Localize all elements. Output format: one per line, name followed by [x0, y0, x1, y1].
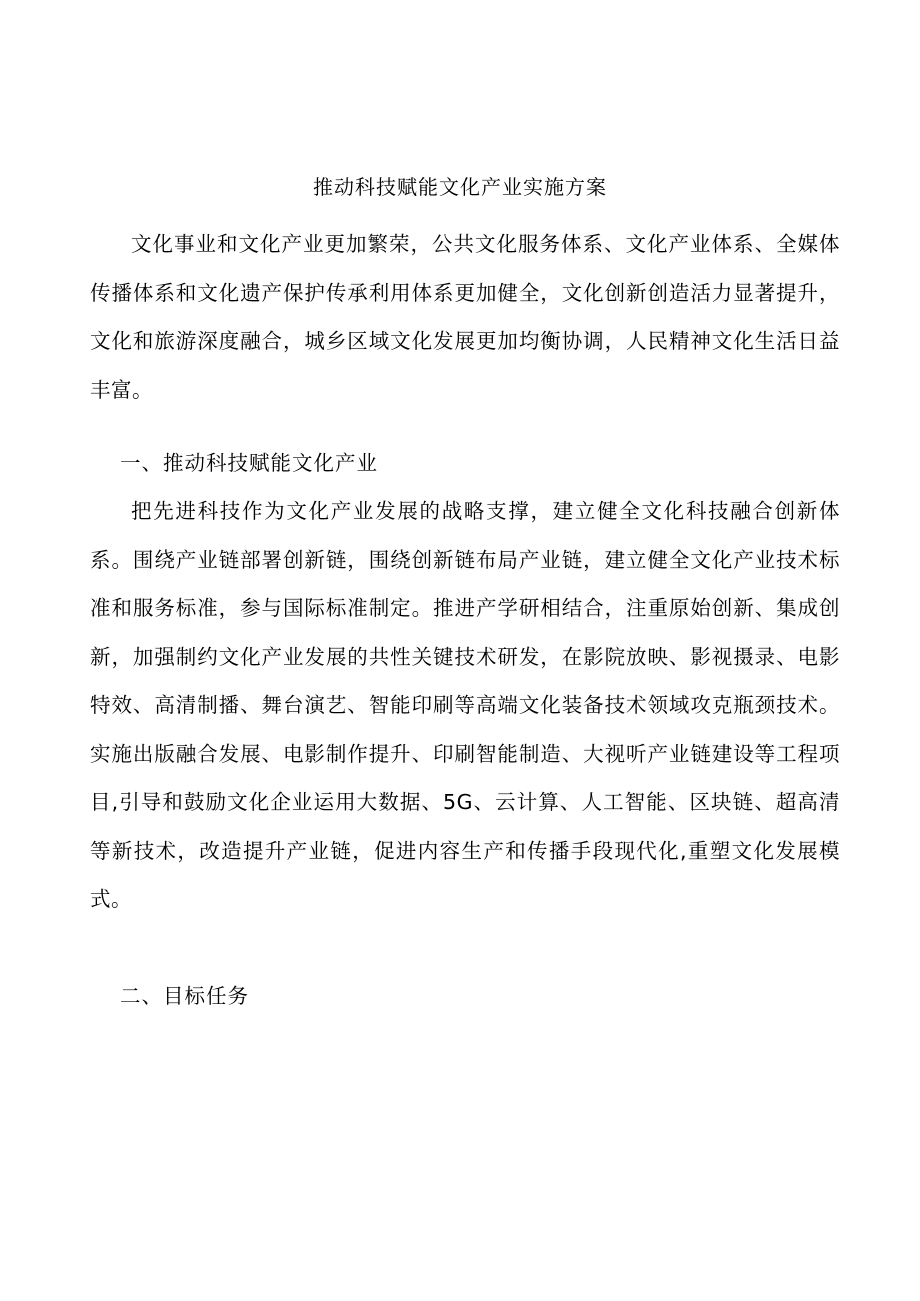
section-heading-1: 一、推动科技赋能文化产业 [120, 451, 378, 475]
section-heading-2: 二、目标任务 [120, 984, 249, 1008]
document-title: 推动科技赋能文化产业实施方案 [313, 175, 607, 199]
section-1-paragraph: 把先进科技作为文化产业发展的战略支撑，建立健全文化科技融合创新体系。围绕产业链部署创新链，围绕创新链布局产业链，建立健全文化产业技术标准和服务标准，参与国际标准制定。推进产学研相结合，注重原始创新、集成创新，加强制约文化产业发展的共性关键技术研发，在影院放映、影视摄录、电影特效、高清制播、舞台演艺、智能印刷等高端文化装备技术领域攻克瓶颈技术。实施出版融合发展、电影制作提升、印刷智能制造、大视听产业链建设等工程项目,引导和鼓励文化企业运用大数据、5G、云计算、人工智能、区块链、超高清等新技术，改造提升产业链，促进内容生产和传播手段现代化,重塑文化发展模式。 [90, 499, 840, 911]
intro-paragraph: 文化事业和文化产业更加繁荣，公共文化服务体系、文化产业体系、全媒体传播体系和文化遗产保护传承利用体系更加健全，文化创新创造活力显著提升，文化和旅游深度融合，城乡区域文化发展更加均衡协调，人民精神文化生活日益丰富。 [90, 232, 840, 402]
